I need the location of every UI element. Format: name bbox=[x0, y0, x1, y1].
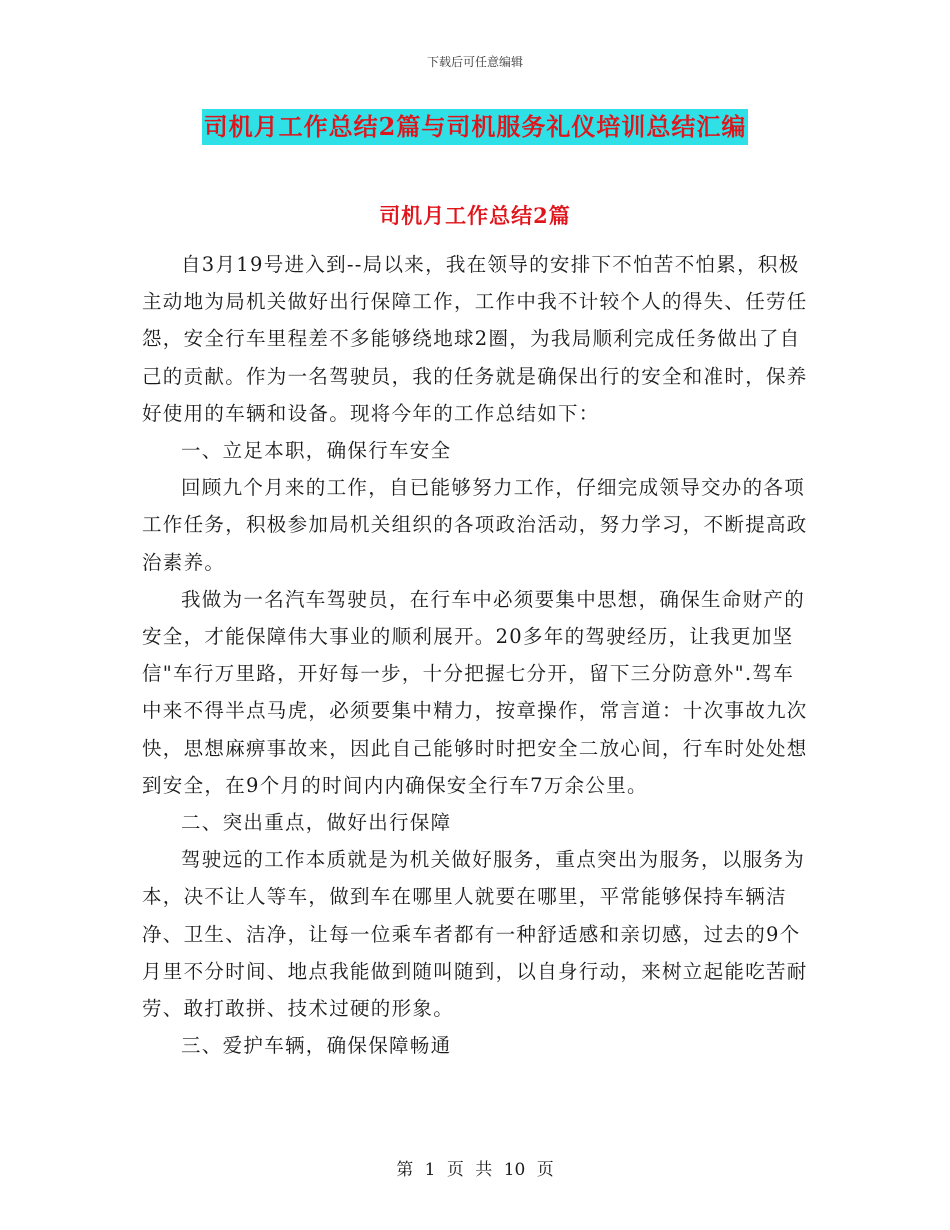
document-body bbox=[142, 246, 810, 1064]
paragraph-service: 驾驶远的工作本质就是为机关做好服务，重点突出为服务，以服务为本，决不让人等车，做到车在哪里人就要在哪里，平常能够保持车辆洁净、卫生、洁净，让每一位乘车者都有一种舒适感和亲切感，过去的9个月里不分时间、地点我能做到随叫随到，以自身行动，来树立起能吃苦耐劳、敢打敢拼、技术过硬的形象。 bbox=[142, 848, 808, 1021]
heading-vehicle-care: 三、爱护车辆，确保保障畅通 bbox=[181, 1034, 452, 1058]
heading-safety: 一、立足本职，确保行车安全 bbox=[181, 439, 452, 463]
page-footer: 第 1 页 共 10 页 bbox=[396, 1160, 554, 1180]
paragraph-intro: 自3月19号进入到--局以来，我在领导的安排下不怕苦不怕累，积极主动地为局机关做好出行保障工作，工作中我不计较个人的得失、任劳任怨，安全行车里程差不多能够绕地球2圈，为我局顺利完成任务做出了自己的贡献。作为一名驾驶员，我的任务就是确保出行的安全和准时，保养好使用的车辆和设备。现将今年的工作总结如下： bbox=[142, 253, 808, 425]
section-title: 司机月工作总结2篇 bbox=[379, 203, 571, 228]
paragraph-driving: 我做为一名汽车驾驶员，在行车中必须要集中思想，确保生命财产的安全，才能保障伟大事业的顺利展开。20多年的驾驶经历，让我更加坚信"车行万里路，开好每一步，十分把握七分开，留下三分防意外".驾车中来不得半点马虎，必须要集中精力，按章操作，常言道：十次事故九次快，思想麻痹事故来，因此自己能够时时把安全二放心间，行车时处处想到安全，在9个月的时间内内确保安全行车7万余公里。 bbox=[142, 587, 808, 797]
main-title-wrap bbox=[0, 109, 950, 145]
main-title: 司机月工作总结2篇与司机服务礼仪培训总结汇编 bbox=[202, 109, 749, 145]
paragraph-review: 回顾九个月来的工作，自已能够努力工作，仔细完成领导交办的各项工作任务，积极参加局机关组织的各项政治活动，努力学习，不断提高政治素养。 bbox=[142, 476, 808, 574]
header-note: 下载后可任意编辑 bbox=[426, 55, 523, 69]
heading-priority: 二、突出重点，做好出行保障 bbox=[181, 811, 452, 835]
